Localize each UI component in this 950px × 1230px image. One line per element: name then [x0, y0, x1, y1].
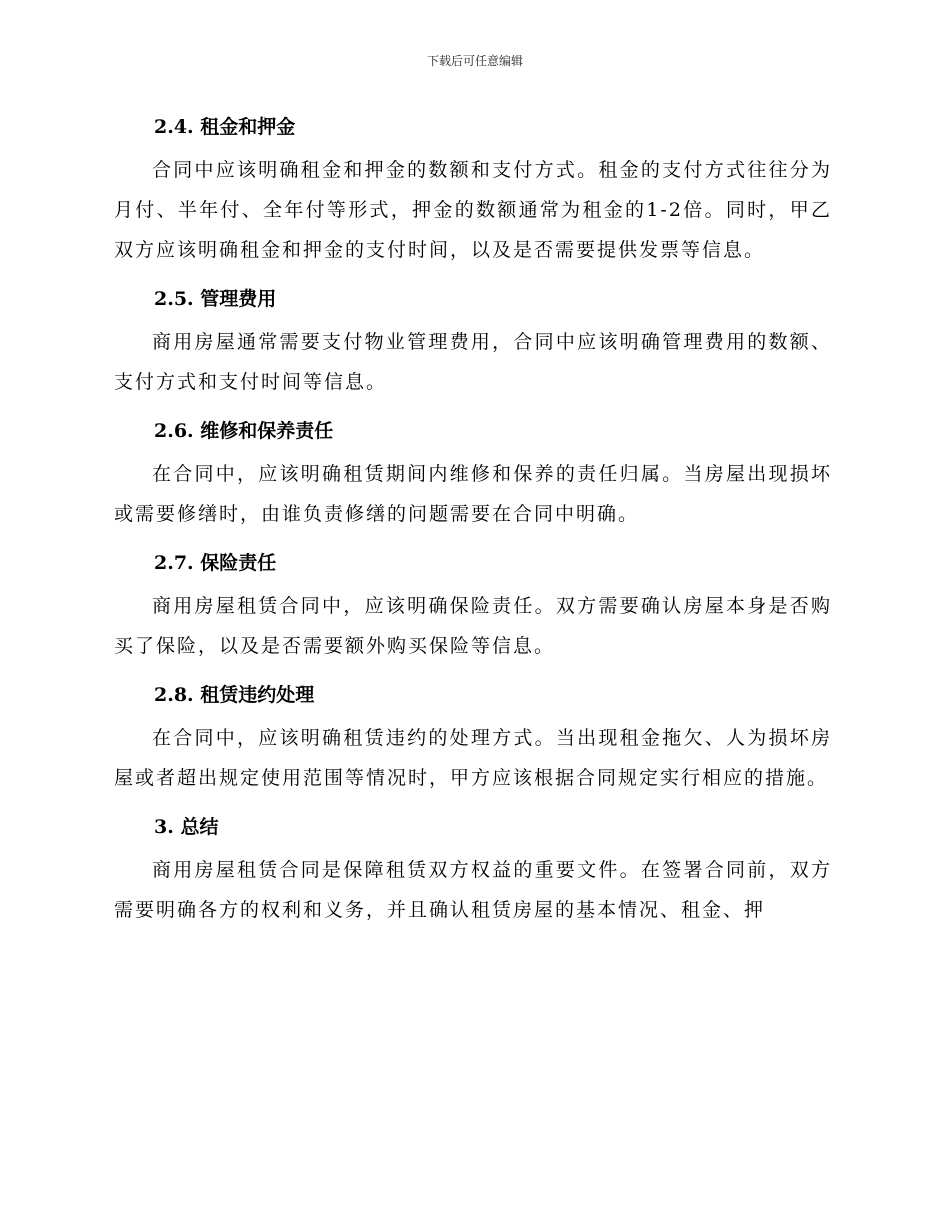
- section-heading: 2.5. 管理费用: [154, 288, 277, 310]
- section-paragraph: 合同中应该明确租金和押金的数额和支付方式。租金的支付方式往往分为月付、半年付、全年付等形式，押金的数额通常为租金的1-2倍。同时，甲乙双方应该明确租金和押金的支付时间，以及是否需要提供发票等信息。: [114, 159, 832, 261]
- section-heading: 3. 总结: [154, 816, 219, 838]
- section-2-8: [114, 680, 832, 798]
- section-heading: 2.7. 保险责任: [154, 552, 277, 574]
- section-2-6: [114, 416, 832, 534]
- section-2-5: [114, 284, 832, 402]
- section-2-7: [114, 548, 832, 666]
- section-heading: 2.6. 维修和保养责任: [154, 420, 334, 442]
- document-body: [114, 112, 832, 944]
- page-header: 下载后可任意编辑: [426, 54, 523, 68]
- section-heading: 2.4. 租金和押金: [154, 116, 296, 138]
- section-paragraph: 在合同中，应该明确租赁违约的处理方式。当出现租金拖欠、人为损坏房屋或者超出规定使用范围等情况时，甲方应该根据合同规定实行相应的措施。: [114, 727, 832, 789]
- section-heading: 2.8. 租赁违约处理: [154, 684, 315, 706]
- section-paragraph: 在合同中，应该明确租赁期间内维修和保养的责任归属。当房屋出现损坏或需要修缮时，由谁负责修缮的问题需要在合同中明确。: [114, 463, 832, 525]
- section-2-4: [114, 112, 832, 270]
- section-paragraph: 商用房屋租赁合同是保障租赁双方权益的重要文件。在签署合同前，双方需要明确各方的权利和义务，并且确认租赁房屋的基本情况、租金、押: [114, 859, 832, 921]
- section-paragraph: 商用房屋通常需要支付物业管理费用，合同中应该明确管理费用的数额、支付方式和支付时间等信息。: [114, 331, 832, 393]
- section-paragraph: 商用房屋租赁合同中，应该明确保险责任。双方需要确认房屋本身是否购买了保险，以及是否需要额外购买保险等信息。: [114, 595, 832, 657]
- section-3: [114, 812, 832, 930]
